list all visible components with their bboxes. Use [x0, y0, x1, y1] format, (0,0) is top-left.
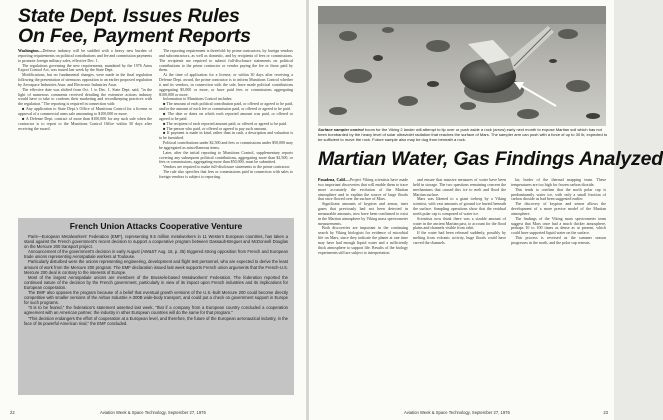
page-number: 23	[603, 410, 608, 415]
paragraph: The reporting requirement is threefold: by prime contractors, by foreign vendors and subcontractors, as well as domestic, and by recipients of fees or commissions. The recipients are required to submit full-disclosure statements on political contributions to the prime contractor or vendor paying the fee or those paid by them.	[159, 48, 293, 73]
paragraph: ■ If payment is made in kind, rather than in cash, a description and valuation is to be furnished.	[159, 130, 293, 141]
paragraph: Paris—European Metalworkers' Federation (EMF), representing 8.5 million metalworkers in 11 Western European countries, has taken a stand against the French government's recent decision to support a cooperative program between Dassault-Breguet and McDonnell Douglas on the Mercure 200 transport project.	[24, 234, 288, 250]
left-headline-line-2: On Fee, Payment Reports	[18, 25, 251, 47]
right-headline: Martian Water, Gas Findings Analyzed	[318, 148, 663, 170]
paragraph: Washington—Defense industry will be saddled with a heavy new burden of reporting requirements on political contributions and fee and commission payments to promote foreign military sales, effective Dec. 1.	[18, 48, 152, 63]
paragraph: ■ The person who paid, or offered or agreed to pay such amount.	[163, 125, 268, 131]
paragraph: The findings of the Viking mass spectrometer team suggest that Mars once had a much thicker atmosphere, perhaps 10 to 100 times as dense as at present, which could have supported liquid water on the surface.	[511, 215, 606, 236]
paragraph: "This decision endangers the effort of cooperation at a European level, and therefore, the future of the European aeronautical industry, in the face of its powerful American rival," the EMF concluded.	[24, 315, 288, 326]
right-article-column-3	[511, 178, 606, 400]
right-article-column-2	[413, 178, 506, 400]
paragraph: The EMF also opposes the program because of a belief that eventual growth versions of the U.S.-built Mercure 200 could become directly competitive with smaller versions of the Airbus Industrie A-300B wide-body transport, and could put a check on government support in Europe for such programs.	[24, 290, 288, 306]
paragraph: lar, leader of the thermal mapping team. These temperatures are too high for frozen carbon dioxide.	[511, 177, 606, 187]
photo-caption: Surface sampler control boom for the Viking 2 lander will attempt to tip over or push aside a rock (arrow) early next month to expose Martian soil which has not been bombarded by the heavy level of solar ultraviolet radiation that reaches the surface of Mars. The sampler arm can push with a force of up to 30 lb, expected to be sufficient to move the rock. Future sample also may be dug from beneath a rock.	[318, 127, 608, 142]
left-article-column-1	[18, 49, 152, 217]
paragraph: ■ The date or dates on which each reported amount was paid, or offered or agreed to be paid.	[159, 110, 293, 121]
page-number: 22	[10, 410, 15, 415]
paragraph: The discovery of krypton and xenon allows the development of a more precise model of the Martian atmosphere.	[511, 201, 606, 216]
paragraph: This process is reversed as the summer season progresses in the north, and the polar cap retreats.	[511, 235, 606, 245]
paragraph: Pasadena, Calif.—Project Viking scientists have made two important discoveries that will enable them to trace more accurately the evolution of the Martian atmosphere and to explain the source of large floods that once flowed over the surface of Mars.	[318, 177, 408, 202]
paragraph: This tends to confirm that the north polar cap is predominantly water ice, with only a small fraction of carbon dioxide as had been suggested earlier.	[511, 186, 606, 202]
publication-folio: Aviation Week & Space Technology, September 27, 1976	[100, 410, 206, 415]
sidebar-title: French Union Attacks Cooperative Venture	[69, 221, 243, 231]
paragraph: Information to Munitions Control includes:	[163, 96, 233, 102]
paragraph: "It is to be feared," the federation's statement asserted last week, "that if a company from a European country concluded a cooperation agreement with an American partner, the industry in other European countries will do the same for that program."	[24, 305, 288, 316]
paragraph: The effective date was shifted from Oct. 1 to Dec. 1. State Dept. said, "in the light of numerous comments received detailing the extensive actions industry would have to take to conform their marketing and recordkeeping practices with the regulation." The reporting is required in connection with:	[18, 86, 152, 107]
paragraph: Both discoveries are important in the continuing search by Viking biologists for evidence of microbial life on Mars, since they indicate the planet at one time may have had enough liquid water and a sufficiently thick atmosphere to support life. Results of the biology experiments still are subject to interpretation.	[318, 225, 408, 255]
paragraph: At the time of application for a license, or within 30 days after receiving a Defense Dept. award, the prime contractor is to inform Munitions Control whether it and its vendors, in connection with the sale, have made political contributions aggregating $5,000 or more, or have paid fees or commissions aggregating $100,000 or more.	[159, 72, 293, 97]
mars-surface-photo	[318, 6, 606, 126]
paragraph: Mars was likened to a giant iceberg by a Viking scientist, with vast amounts of ground ice buried beneath the surface. Sampling operations show that the residual north polar cap is composed of water ice.	[413, 196, 506, 216]
publication-folio: Aviation Week & Space Technology, September 27, 1976	[404, 410, 510, 415]
right-page	[309, 0, 663, 420]
sidebar-box	[18, 218, 294, 395]
paragraph: Significant amounts of krypton and xenon, inert gases that previously had not been detected in measurable amounts, now have been confirmed to exist in the Martian atmosphere by Viking mass spectrometer measurements.	[318, 201, 408, 226]
paragraph: The regulations governing the new requirements, mandated by the 1976 Arms Export Control Act, was issued last week by the State Dept.	[18, 62, 152, 73]
paragraph: ■ Any application to State Dept.'s Office of Munitions Control for a license or approval of a commercial arms sale amounting to $100,000 or more.	[18, 106, 152, 116]
left-page	[0, 0, 306, 420]
paragraph: Modifications, but no fundamental changes, were made in the final regulation following the presentation of strenuous opposition to an earlier proposed regulation by Aerospace Industries Assn. and Electronic Industries Assn.	[18, 72, 152, 87]
paragraph: ■ A Defense Dept. contract of more than $100,000 for any such sale when the contractor is to report to the Munitions Control Office within 30 days after receiving the award.	[18, 115, 152, 131]
left-headline	[18, 6, 298, 46]
paragraph: Announcement of the government's decision in early August (AW&ST Aug. 16, p. 35) triggered strong opposition from French and European trade unions representing Aerospatiale workers at Toulouse.	[24, 249, 288, 260]
paragraph: ■ The amount of each political contribution paid, or offered or agreed to be paid, and/or the amount of each fee or commission paid, or offered or agreed to be paid.	[159, 101, 293, 112]
paragraph: Most of the largest Aerospatiale unions are members of the Brussels-based Metalworkers' Federation. The federation reported the continued nature of the decision by the French government, particularly in view of its impact upon French industries and its implications for European cooperation.	[24, 274, 288, 290]
paragraph: and ensure that massive measures of water have been held in storage. The two questions remaining concern the mechanisms that caused this ice to melt and flood the Martian surface.	[413, 177, 506, 197]
sidebar-body	[24, 234, 288, 392]
left-article-column-2	[159, 49, 293, 217]
paragraph: ■ The recipient of each reported amount paid, or offered or agreed to be paid.	[163, 120, 287, 126]
paragraph: The rule also specifies that fees or commissions paid in connection with sales to foreign vendors is subject to reporting.	[159, 169, 293, 179]
paragraph: Scientists now think there was a sizable amount of water in the ancient Martian past, to account for the flood plains and channels visible from orbit.	[413, 215, 506, 231]
paragraph: Later, after the initial reporting to Munitions Control, supplementary reports covering any subsequent political contributions, aggregating more than $2,500, or fees or commissions, aggregating more than $50,000, must be submitted.	[159, 149, 293, 165]
paragraph: Vendors are required to make full-disclosure statements to the prime contractor.	[163, 164, 291, 170]
paragraph: Particularly disturbed were the unions representing engineering, development and flight test personnel, who are expected to derive the least amount of work from the Mercure 200 program. The EMF declaration issued last week supports French union arguments that the French-U.S. Mercure 200 deal is contrary to the interests of Europe.	[24, 259, 288, 275]
paragraph: Political contributions under $2,500 and fees or commissions under $50,000 may be aggregated as miscellaneous items.	[159, 140, 293, 150]
left-headline-line-1: State Dept. Issues Rules	[18, 5, 240, 27]
paragraph: If the water had been released suddenly, possibly by melting from volcanic activity, huge floods could have carved the channels.	[413, 230, 506, 245]
right-article-column-1	[318, 178, 408, 400]
